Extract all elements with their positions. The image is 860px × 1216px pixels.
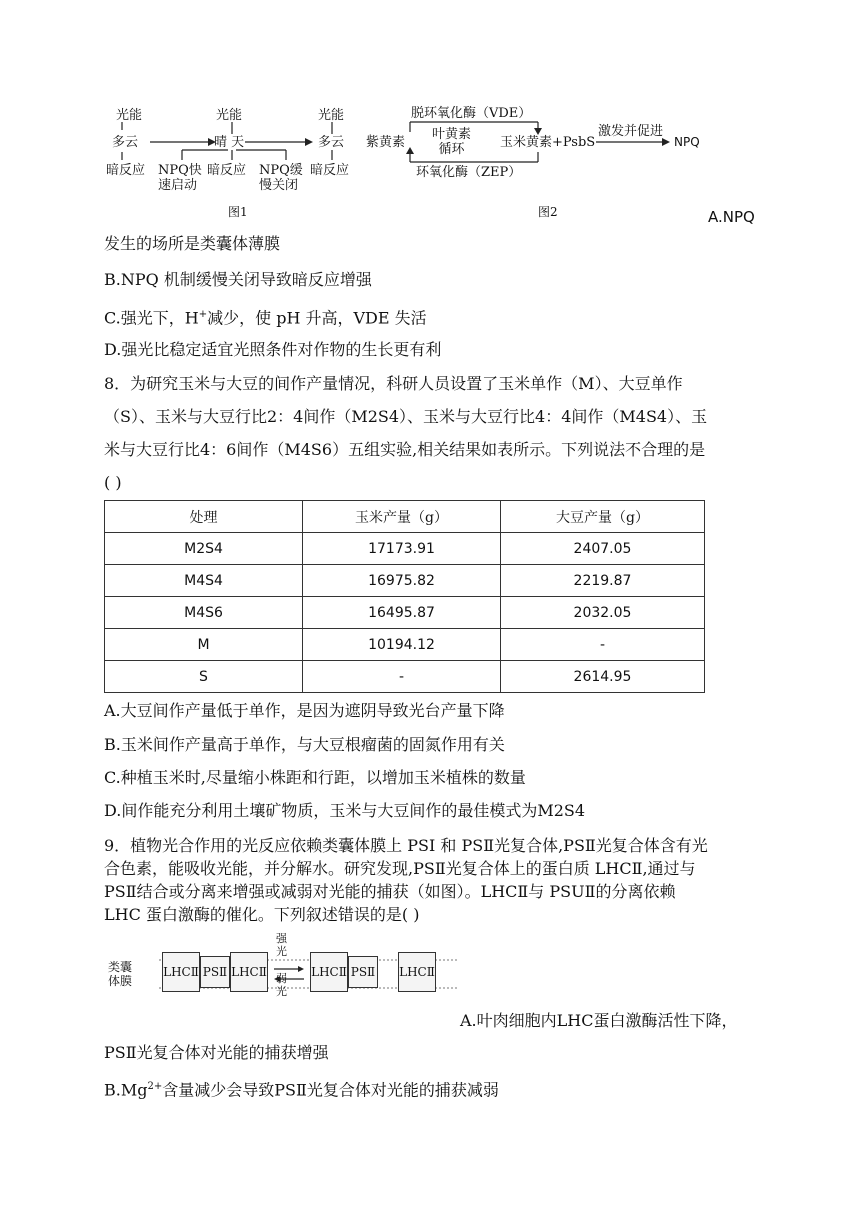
fig1-cloudy-1: 多云 bbox=[112, 135, 139, 150]
table-header-row bbox=[105, 501, 705, 533]
fig1-light-3: 光能 bbox=[318, 108, 345, 123]
table-header-cell: 处理 bbox=[105, 501, 303, 533]
table-cell: M2S4 bbox=[105, 533, 303, 565]
weak-light-label: 弱 光 bbox=[276, 972, 287, 998]
q7-option-b: B.NPQ 机制缓慢关闭导致暗反应增强 bbox=[104, 270, 372, 289]
lhc-block: LHCⅡ bbox=[398, 952, 436, 992]
fig2-activate: 激发并促进 bbox=[598, 124, 664, 139]
q9-stem-line-4: LHC 蛋白激酶的催化。下列叙述错误的是( ) bbox=[104, 905, 420, 924]
q7-option-a-end: 发生的场所是类囊体薄膜 bbox=[104, 234, 281, 253]
lhc-block: LHCⅡ bbox=[230, 952, 268, 992]
q9-stem-line-2: 合色素，能吸收光能，并分解水。研究发现,PSⅡ光复合体上的蛋白质 LHCⅡ,通过与 bbox=[104, 859, 696, 878]
ps-block: PSⅡ bbox=[348, 956, 378, 988]
q8-option-b: B.玉米间作产量高于单作，与大豆根瘤菌的固氮作用有关 bbox=[104, 735, 505, 754]
fig2-caption: 图2 bbox=[538, 205, 558, 219]
table-row bbox=[105, 533, 705, 565]
lhc-block: LHCⅡ bbox=[162, 952, 200, 992]
table-cell: - bbox=[303, 661, 501, 693]
table-row bbox=[105, 629, 705, 661]
fig1-dark-2: 暗反应 bbox=[207, 163, 247, 178]
table-cell: 17173.91 bbox=[303, 533, 501, 565]
fig1-npq-fast: NPQ快 速启动 bbox=[158, 163, 202, 193]
q7-option-c: C.强光下，H+减少，使 pH 升高，VDE 失活 bbox=[104, 308, 427, 328]
table-cell: 2219.87 bbox=[501, 565, 705, 597]
q8-stem-line-4: ( ) bbox=[104, 473, 122, 492]
q8-option-c: C.种植玉米时,尽量缩小株距和行距，以增加玉米植株的数量 bbox=[104, 768, 526, 787]
q7-option-a-start: A.NPQ bbox=[708, 208, 755, 226]
fig2-npq: NPQ bbox=[674, 135, 700, 149]
q9-option-a-end: PSⅡ光复合体对光能的捕获增强 bbox=[104, 1043, 329, 1062]
table-cell: 16495.87 bbox=[303, 597, 501, 629]
membrane-label: 类囊 体膜 bbox=[108, 960, 133, 988]
table-row bbox=[105, 661, 705, 693]
q9-option-a-start: A.叶肉细胞内LHC蛋白激酶活性下降， bbox=[460, 1011, 738, 1030]
q9-option-b: $B.Mg^{2+}$含量减少会导致PSⅡ光复合体对光能的捕获减弱 bbox=[104, 1080, 499, 1100]
table-cell: M4S6 bbox=[105, 597, 303, 629]
fig1-dark-1: 暗反应 bbox=[106, 163, 146, 178]
table-row bbox=[105, 565, 705, 597]
table-cell: 16975.82 bbox=[303, 565, 501, 597]
table-cell: M bbox=[105, 629, 303, 661]
fig2-zep: 环氧化酶（ZEP） bbox=[416, 165, 522, 180]
table-cell: 2032.05 bbox=[501, 597, 705, 629]
fig1-npq-slow: NPQ缓 慢关闭 bbox=[259, 163, 303, 193]
fig2-zeaxanthin: 玉米黄素+PsbS bbox=[500, 135, 596, 150]
q8-option-a: A.大豆间作产量低于单作，是因为遮阴导致光台产量下降 bbox=[104, 701, 505, 720]
q8-option-d: D.间作能充分利用土壤矿物质，玉米与大豆间作的最佳模式为M2S4 bbox=[104, 801, 586, 820]
table-cell: S bbox=[105, 661, 303, 693]
fig2-vde: 脱环氧化酶（VDE） bbox=[411, 106, 532, 121]
table-cell: 10194.12 bbox=[303, 629, 501, 661]
q8-stem-line-3: 米与大豆行比4：6间作（M4S6）五组实验,相关结果如表所示。下列说法不合理的是 bbox=[104, 440, 706, 459]
fig1-caption: 图1 bbox=[228, 205, 248, 219]
q9-stem-line-1: 9．植物光合作用的光反应依赖类囊体膜上 PSI 和 PSⅡ光复合体,PSⅡ光复合体含有光 bbox=[104, 836, 708, 855]
ps-block: PSⅡ bbox=[200, 956, 230, 988]
table-header-cell: 玉米产量（g） bbox=[303, 501, 501, 533]
fig2-cycle: 叶黄素 循环 bbox=[432, 127, 472, 157]
table-cell: - bbox=[501, 629, 705, 661]
q8-stem-line-1: 8．为研究玉米与大豆的间作产量情况，科研人员设置了玉米单作（M）、大豆单作 bbox=[104, 374, 683, 393]
yield-table bbox=[104, 500, 705, 693]
fig1-light-2: 光能 bbox=[216, 108, 243, 123]
table-row bbox=[105, 597, 705, 629]
fig1-light-1: 光能 bbox=[116, 108, 143, 123]
q7-option-d: D.强光比稳定适宜光照条件对作物的生长更有利 bbox=[104, 340, 442, 359]
fig1-dark-3: 暗反应 bbox=[310, 163, 350, 178]
table-cell: 2407.05 bbox=[501, 533, 705, 565]
q9-stem-line-3: PSⅡ结合或分离来增强或减弱对光能的捕获（如图）。LHCⅡ与 PSUⅡ的分离依赖 bbox=[104, 882, 676, 901]
fig1-sunny: 晴 天 bbox=[214, 135, 245, 150]
fig1-cloudy-2: 多云 bbox=[318, 135, 345, 150]
strong-light-label: 强 光 bbox=[276, 932, 287, 958]
lhc-block: LHCⅡ bbox=[310, 952, 348, 992]
q8-stem-line-2: （S）、玉米与大豆行比2：4间作（M2S4）、玉米与大豆行比4：4间作（M4S4）、玉 bbox=[104, 407, 708, 426]
table-header-cell: 大豆产量（g） bbox=[501, 501, 705, 533]
fig2-violaxanthin: 紫黄素 bbox=[366, 135, 406, 150]
table-cell: M4S4 bbox=[105, 565, 303, 597]
table-cell: 2614.95 bbox=[501, 661, 705, 693]
